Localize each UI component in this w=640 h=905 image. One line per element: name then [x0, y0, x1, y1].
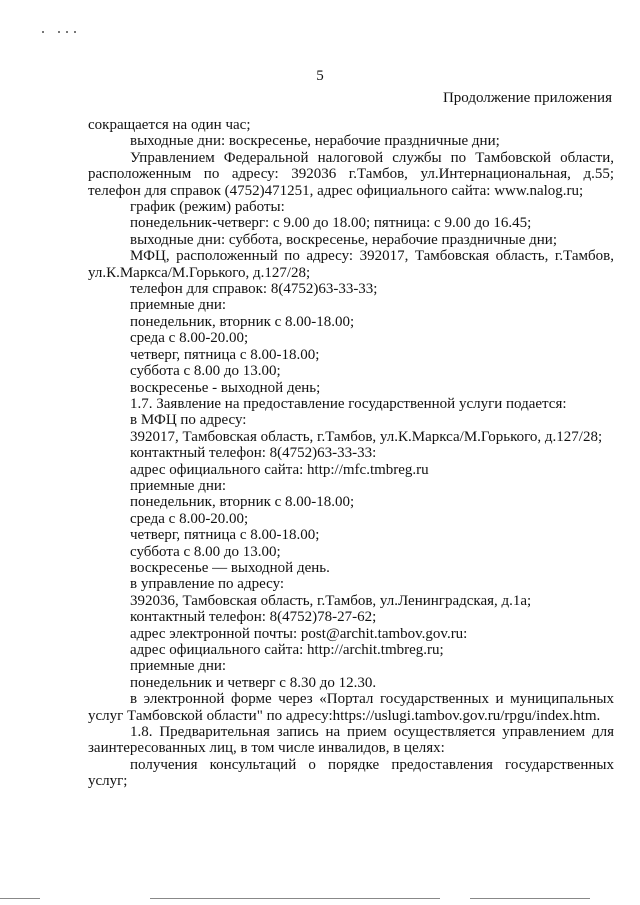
- text-line: понедельник, вторник с 8.00-18.00;: [130, 494, 355, 511]
- text-line: 1.7. Заявление на предоставление государственной услуги подается:: [130, 395, 567, 412]
- text-line: выходные дни: воскресенье, нерабочие праздничные дни;: [130, 133, 500, 150]
- scan-speck: [42, 31, 44, 33]
- text-line: услуг Тамбовской области" по адресу:https://uslugi.tambov.gov.ru/rpgu/index.htm.: [88, 707, 601, 724]
- text-line: адрес официального сайта: http://mfc.tmbreg.ru: [130, 461, 429, 478]
- text-line: понедельник и четверг с 8.30 до 12.30.: [130, 674, 377, 691]
- scan-edge: [150, 898, 440, 899]
- text-line: суббота с 8.00 до 13.00;: [130, 363, 281, 380]
- scan-edge: [0, 898, 40, 899]
- scan-speck: [66, 31, 68, 33]
- text-line: в электронной форме через «Портал государственных и муниципальных: [130, 691, 614, 708]
- scan-speck: [58, 31, 60, 33]
- text-line: 392036, Тамбовская область, г.Тамбов, ул.Ленинградская, д.1а;: [130, 592, 532, 609]
- scan-edge: [470, 898, 590, 899]
- text-line: расположенным по адресу: 392036 г.Тамбов, ул.Интернациональная, д.55;: [88, 166, 614, 183]
- text-line: четверг, пятница с 8.00-18.00;: [130, 527, 320, 544]
- text-line: контактный телефон: 8(4752)78-27-62;: [130, 609, 377, 626]
- text-line: услуг;: [88, 773, 128, 790]
- text-line: график (режим) работы:: [130, 199, 285, 216]
- text-line: выходные дни: суббота, воскресенье, нерабочие праздничные дни;: [130, 231, 557, 248]
- continuation-header: Продолжение приложения: [442, 90, 612, 106]
- text-line: воскресенье - выходной день;: [130, 379, 321, 396]
- text-line: среда с 8.00-20.00;: [130, 510, 249, 527]
- text-line: получения консультаций о порядке предоставления государственных: [130, 756, 614, 773]
- text-line: воскресенье — выходной день.: [130, 559, 330, 576]
- text-line: контактный телефон: 8(4752)63-33-33:: [130, 445, 377, 462]
- text-line: понедельник-четверг: с 9.00 до 18.00; пятница: с 9.00 до 16.45;: [130, 215, 532, 232]
- text-line: заинтересованных лиц, в том числе инвалидов, в целях:: [88, 740, 445, 757]
- text-line: понедельник, вторник с 8.00-18.00;: [130, 313, 355, 330]
- text-line: в управление по адресу:: [130, 576, 285, 593]
- text-line: приемные дни:: [130, 297, 227, 314]
- page-number: 5: [316, 68, 324, 84]
- text-line: телефон для справок (4752)471251, адрес официального сайта: www.nalog.ru;: [88, 182, 584, 199]
- scan-speck: [74, 31, 76, 33]
- text-line: суббота с 8.00 до 13.00;: [130, 543, 281, 560]
- text-line: адрес электронной почты: post@archit.tambov.gov.ru:: [130, 625, 468, 642]
- text-line: адрес официального сайта: http://archit.tmbreg.ru;: [130, 642, 444, 658]
- text-line: МФЦ, расположенный по адресу: 392017, Тамбовская область, г.Тамбов,: [130, 248, 614, 265]
- body-text: [88, 117, 614, 790]
- text-line: в МФЦ по адресу:: [130, 412, 247, 429]
- text-line: сокращается на один час;: [88, 117, 251, 133]
- text-line: приемные дни:: [130, 477, 227, 494]
- text-line: приемные дни:: [130, 658, 227, 675]
- text-line: ул.К.Маркса/М.Горького, д.127/28;: [88, 264, 311, 281]
- text-line: Управлением Федеральной налоговой службы по Тамбовской области,: [130, 149, 614, 166]
- text-line: телефон для справок: 8(4752)63-33-33;: [130, 281, 378, 298]
- text-line: четверг, пятница с 8.00-18.00;: [130, 346, 320, 363]
- text-line: 1.8. Предварительная запись на прием осуществляется управлением для: [130, 724, 614, 741]
- text-line: среда с 8.00-20.00;: [130, 330, 249, 347]
- text-line: 392017, Тамбовская область, г.Тамбов, ул.К.Маркса/М.Горького, д.127/28;: [130, 428, 603, 445]
